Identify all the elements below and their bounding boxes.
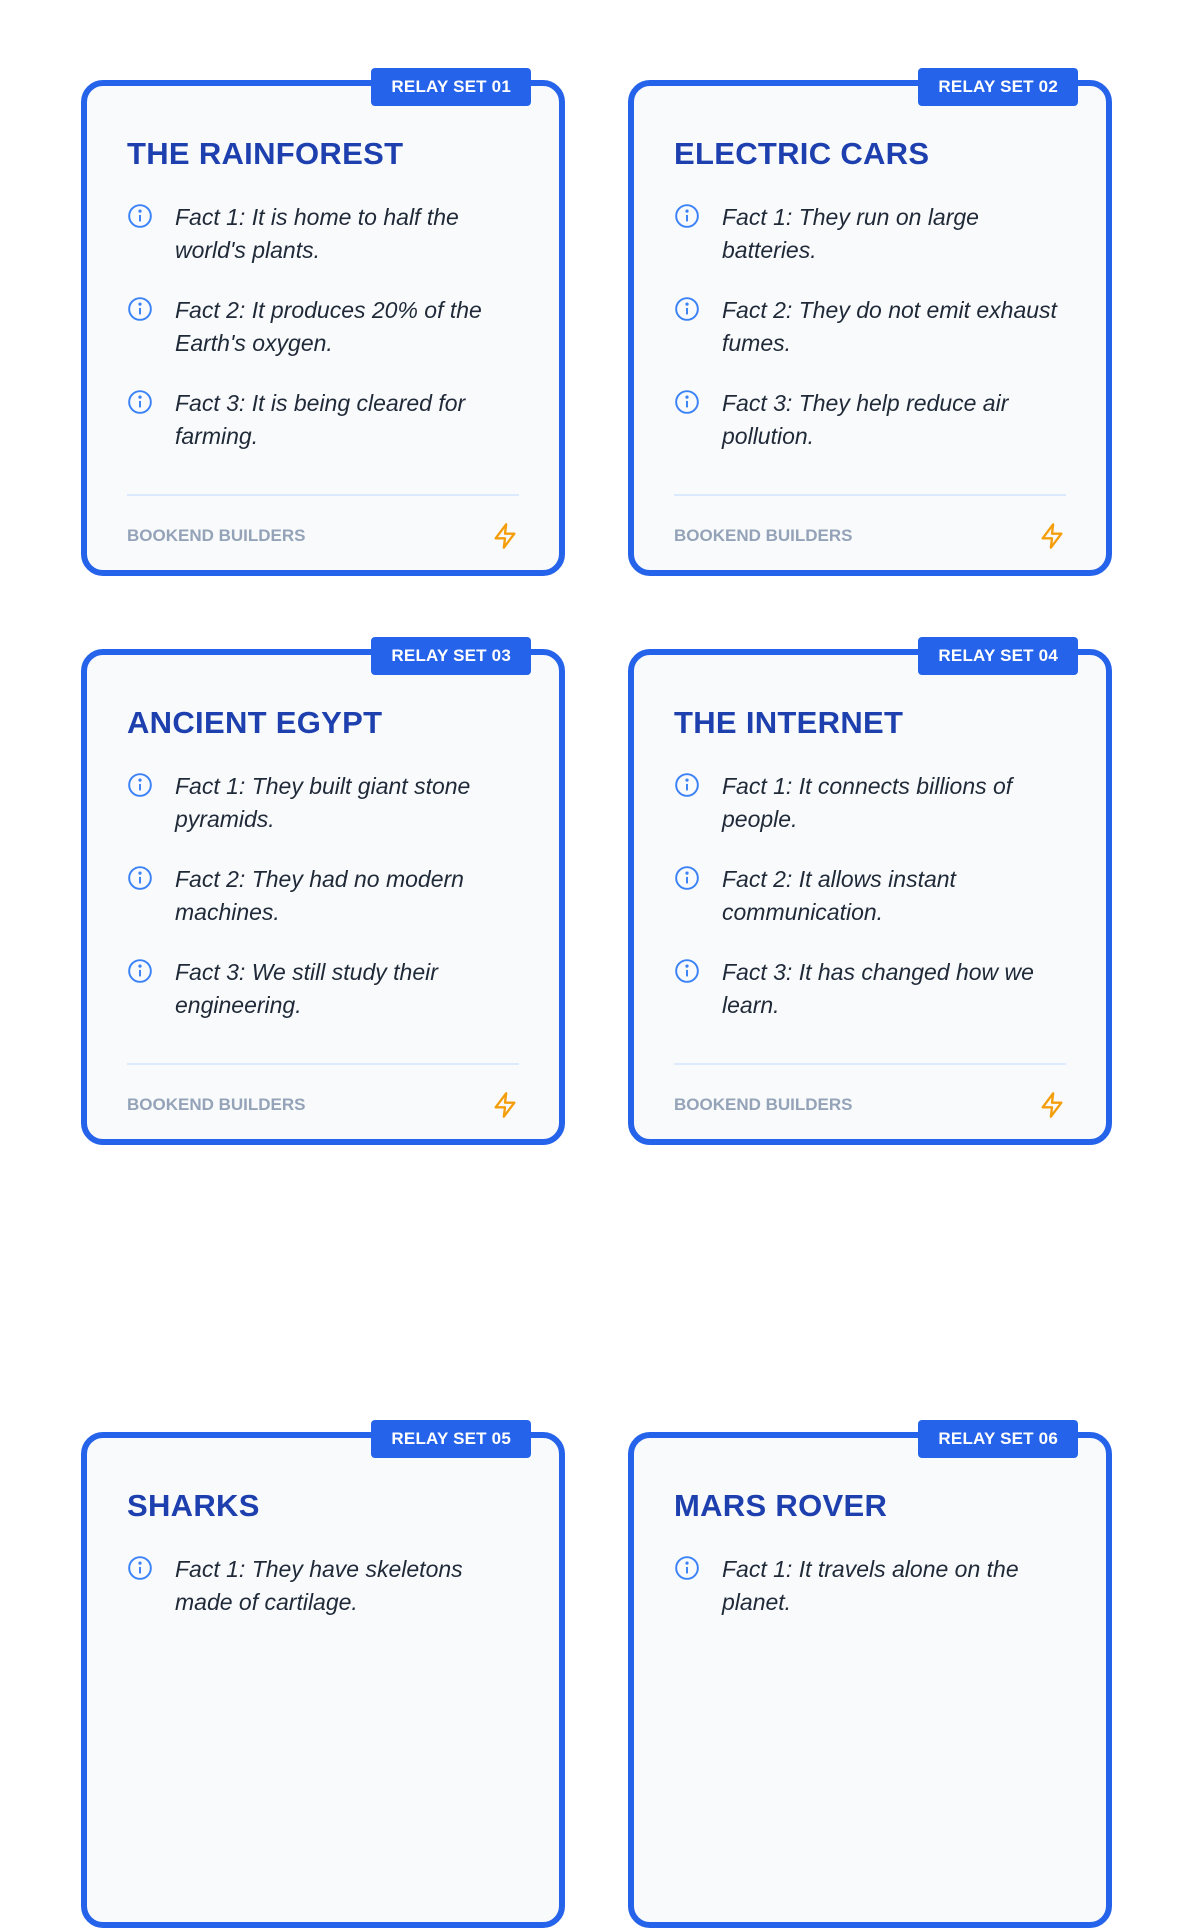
fact-text: Fact 3: We still study their engineering. [175, 959, 438, 1018]
fact-text: Fact 3: It is being cleared for farming. [175, 390, 466, 449]
info-icon [674, 203, 700, 229]
brand-label: BOOKEND BUILDERS [127, 1095, 306, 1114]
relay-card [628, 646, 1112, 1145]
card-title: ANCIENT EGYPT [127, 705, 383, 740]
card-title: THE RAINFOREST [127, 136, 404, 171]
brand-label: BOOKEND BUILDERS [674, 526, 853, 545]
relay-set-badge: RELAY SET 06 [918, 1420, 1078, 1458]
card-title: THE INTERNET [674, 705, 904, 740]
brand-label: BOOKEND BUILDERS [127, 526, 306, 545]
info-icon [127, 203, 153, 229]
fact-text: Fact 1: They have skeletons made of cartilage. [175, 1556, 463, 1615]
relay-card [81, 1429, 565, 1928]
info-icon [127, 296, 153, 322]
info-icon [674, 958, 700, 984]
fact-item [127, 294, 527, 387]
fact-item [127, 201, 527, 294]
lightning-bolt-icon [491, 1091, 519, 1119]
fact-item [127, 387, 527, 480]
info-icon [674, 389, 700, 415]
info-icon [127, 772, 153, 798]
relay-set-badge: RELAY SET 05 [371, 1420, 531, 1458]
relay-card [628, 1429, 1112, 1928]
fact-text: Fact 3: It has changed how we learn. [722, 959, 1034, 1018]
card-title: SHARKS [127, 1488, 260, 1523]
brand-label: BOOKEND BUILDERS [674, 1095, 853, 1114]
relay-set-badge: RELAY SET 02 [918, 68, 1078, 106]
info-icon [127, 958, 153, 984]
card-title: MARS ROVER [674, 1488, 888, 1523]
relay-card [628, 77, 1112, 576]
fact-text: Fact 1: It is home to half the world's plants. [175, 204, 459, 263]
fact-list [674, 770, 1074, 1049]
lightning-bolt-icon [1038, 1091, 1066, 1119]
fact-list [674, 201, 1074, 480]
fact-text: Fact 3: They help reduce air pollution. [722, 390, 1009, 449]
relay-set-badge: RELAY SET 03 [371, 637, 531, 675]
fact-item [674, 863, 1074, 956]
fact-item [674, 201, 1074, 294]
fact-text: Fact 1: They run on large batteries. [722, 204, 979, 263]
info-icon [674, 1555, 700, 1581]
info-icon [674, 772, 700, 798]
info-icon [127, 865, 153, 891]
relay-set-badge: RELAY SET 04 [918, 637, 1078, 675]
divider [127, 494, 519, 496]
relay-card [81, 77, 565, 576]
fact-text: Fact 1: It travels alone on the planet. [722, 1556, 1019, 1615]
fact-list [127, 770, 527, 1049]
fact-item [127, 863, 527, 956]
fact-text: Fact 1: They built giant stone pyramids. [175, 773, 471, 832]
divider [674, 494, 1066, 496]
relay-set-badge: RELAY SET 01 [371, 68, 531, 106]
info-icon [674, 296, 700, 322]
divider [127, 1063, 519, 1065]
card-title: ELECTRIC CARS [674, 136, 930, 171]
info-icon [674, 865, 700, 891]
info-icon [127, 389, 153, 415]
fact-item [674, 770, 1074, 863]
fact-text: Fact 2: They do not emit exhaust fumes. [722, 297, 1057, 356]
lightning-bolt-icon [491, 522, 519, 550]
fact-text: Fact 2: They had no modern machines. [175, 866, 464, 925]
divider [674, 1063, 1066, 1065]
relay-card [81, 646, 565, 1145]
fact-item [674, 294, 1074, 387]
fact-item [674, 387, 1074, 480]
info-icon [127, 1555, 153, 1581]
fact-list [127, 201, 527, 480]
fact-item [127, 956, 527, 1049]
fact-item [127, 770, 527, 863]
fact-text: Fact 2: It produces 20% of the Earth's oxygen. [175, 297, 482, 356]
fact-item [674, 956, 1074, 1049]
lightning-bolt-icon [1038, 522, 1066, 550]
fact-text: Fact 2: It allows instant communication. [722, 866, 956, 925]
fact-text: Fact 1: It connects billions of people. [722, 773, 1013, 832]
